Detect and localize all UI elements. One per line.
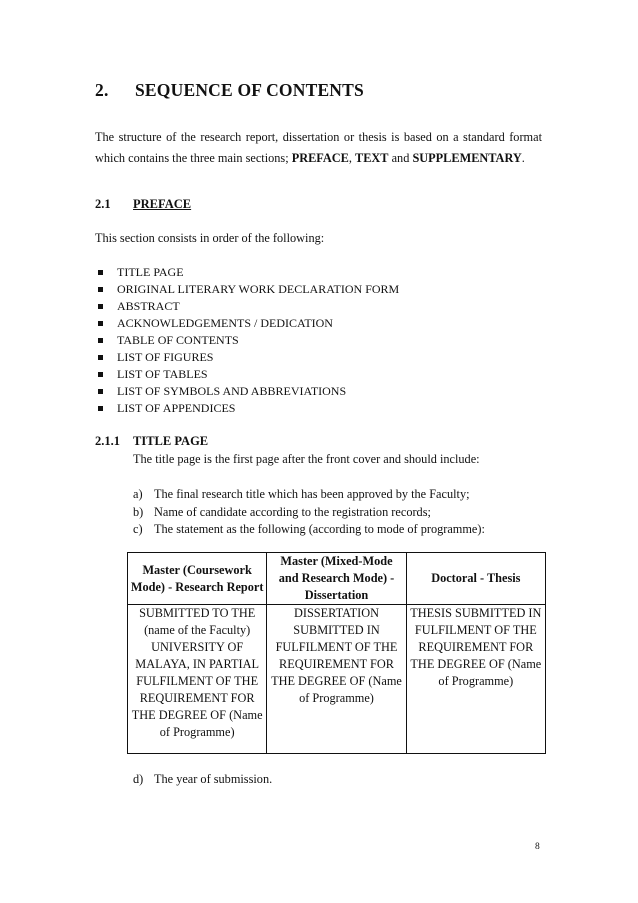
intro-and: and <box>391 150 410 165</box>
subsection-number: 2.1 <box>95 197 111 211</box>
intro-keyword-preface: PREFACE <box>291 150 349 165</box>
subsection-lead: This section consists in order of the following: <box>95 231 325 245</box>
title-page-last-item <box>133 772 272 787</box>
title-page-heading <box>95 434 208 449</box>
subsection-heading <box>95 197 191 212</box>
list-item: TABLE OF CONTENTS <box>95 332 399 349</box>
table-header-row <box>128 553 546 605</box>
title-page-description: The title page is the first page after the front cover and should include: <box>133 452 480 466</box>
intro-period: . <box>521 150 525 165</box>
section-number: 2. <box>95 80 109 100</box>
programme-mode-table <box>127 552 546 754</box>
item-marker: c) <box>133 522 143 536</box>
item-marker: d) <box>133 772 144 786</box>
subsection-title: PREFACE <box>133 197 192 211</box>
list-item <box>133 504 485 522</box>
intro-keyword-text: TEXT <box>355 150 389 165</box>
table-header: Master (Mixed-Mode and Research Mode) - Dissertation <box>267 553 406 605</box>
section-heading <box>95 80 364 101</box>
list-item: LIST OF FIGURES <box>95 349 399 366</box>
item-text: The statement as the following (according to mode of programme): <box>154 522 485 536</box>
page-number: 8 <box>535 842 540 852</box>
title-page-number: 2.1.1 <box>95 434 120 448</box>
list-item <box>133 521 485 539</box>
table-cell: THESIS SUBMITTED IN FULFILMENT OF THE REQUIREMENT FOR THE DEGREE OF (Name of Programme) <box>406 605 545 754</box>
intro-paragraph <box>95 127 542 168</box>
item-marker: a) <box>133 487 143 501</box>
list-item: TITLE PAGE <box>95 264 399 281</box>
item-text: The final research title which has been approved by the Faculty; <box>154 487 470 501</box>
item-text: The year of submission. <box>154 772 273 786</box>
list-item <box>133 486 485 504</box>
table-row <box>128 605 546 754</box>
table-cell: SUBMITTED TO THE (name of the Faculty) UNIVERSITY OF MALAYA, IN PARTIAL FULFILMENT OF THE REQUIREMENT FOR THE DEGREE OF (Name of Programme) <box>128 605 267 754</box>
list-item: ORIGINAL LITERARY WORK DECLARATION FORM <box>95 281 399 298</box>
preface-list <box>95 264 399 417</box>
item-marker: b) <box>133 504 144 519</box>
intro-text: The structure of the research report, dissertation or thesis is based on a standard format which contains the three main sections; <box>95 130 542 165</box>
table-cell: DISSERTATION SUBMITTED IN FULFILMENT OF THE REQUIREMENT FOR THE DEGREE OF (Name of Programme) <box>267 605 406 754</box>
title-page-title: TITLE PAGE <box>133 434 209 448</box>
list-item: ABSTRACT <box>95 298 399 315</box>
list-item: LIST OF TABLES <box>95 366 399 383</box>
list-item: LIST OF APPENDICES <box>95 400 399 417</box>
title-page-items <box>133 486 485 539</box>
intro-comma: , <box>348 150 352 165</box>
table-header: Doctoral - Thesis <box>406 553 545 605</box>
list-item: ACKNOWLEDGEMENTS / DEDICATION <box>95 315 399 332</box>
intro-keyword-supplementary: SUPPLEMENTARY <box>412 150 522 165</box>
table-header: Master (Coursework Mode) - Research Report <box>128 553 267 605</box>
section-title: SEQUENCE OF CONTENTS <box>135 80 364 100</box>
item-text: Name of candidate according to the registration records; <box>154 504 431 519</box>
list-item: LIST OF SYMBOLS AND ABBREVIATIONS <box>95 383 399 400</box>
